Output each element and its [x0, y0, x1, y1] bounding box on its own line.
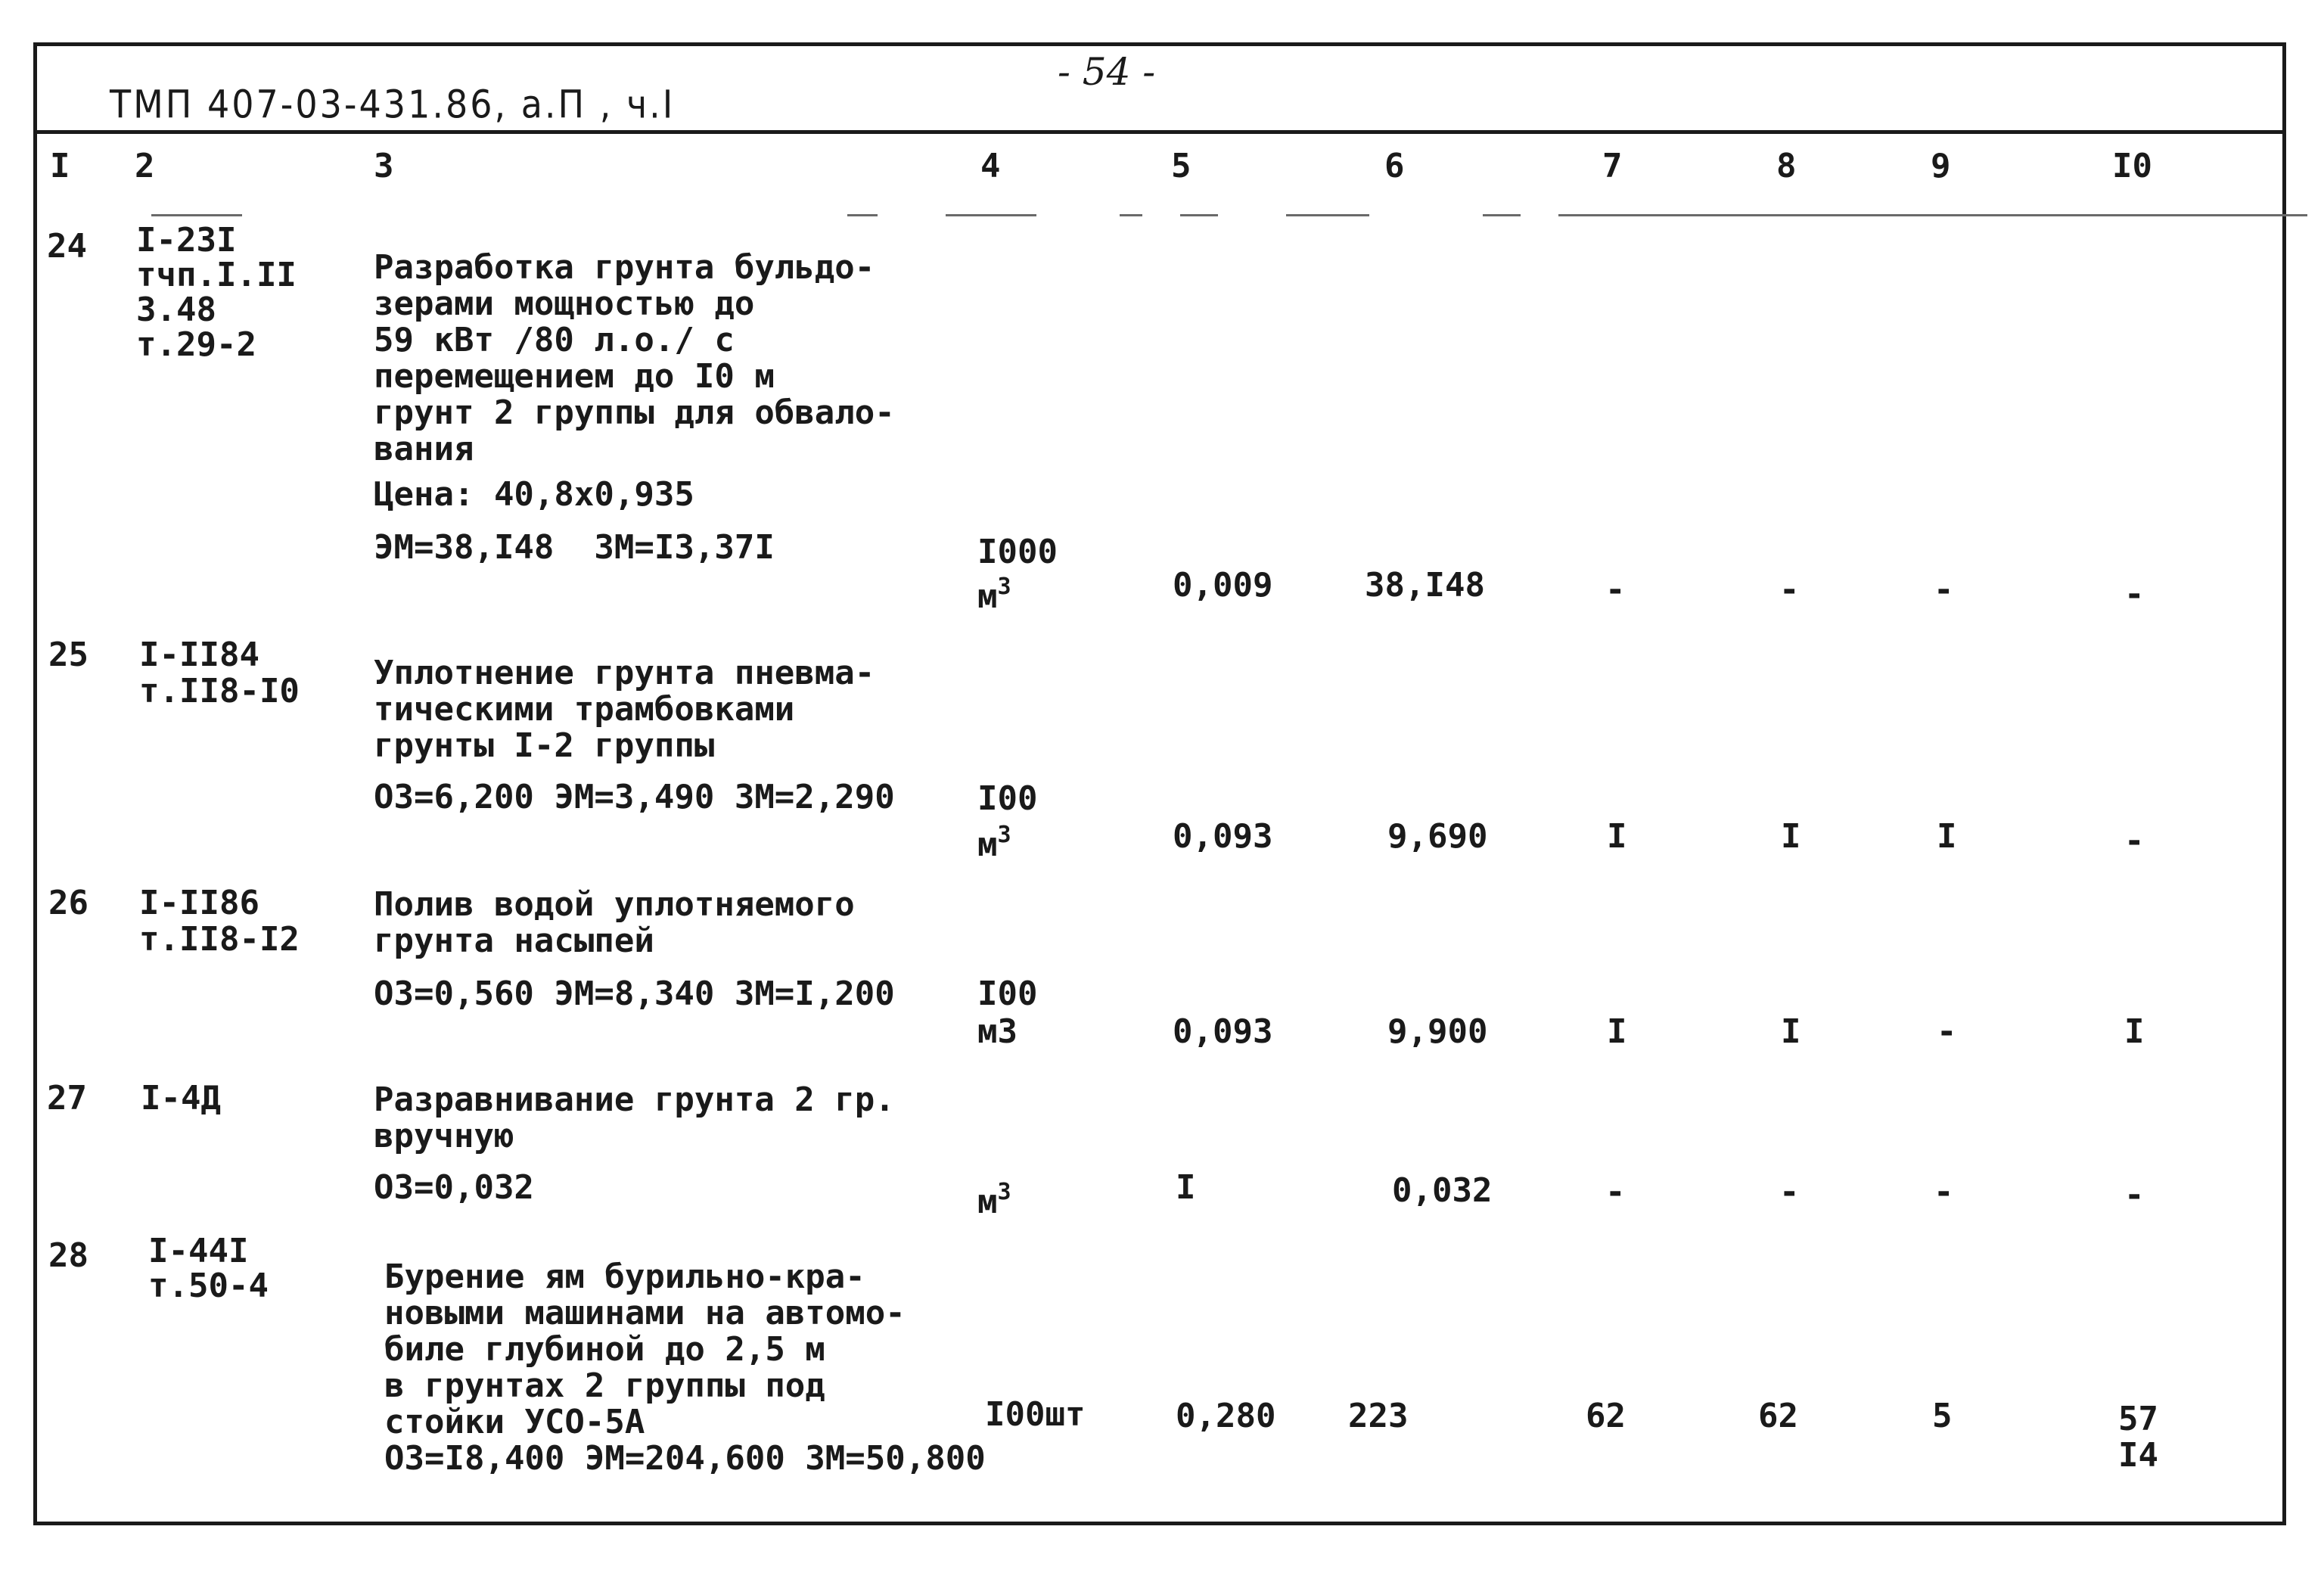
- row-value-col9: -: [1934, 1173, 1954, 1211]
- col-header-7: 7: [1602, 147, 1623, 185]
- row-value-col10: -: [2124, 1176, 2145, 1214]
- row-value-col6: 0,032: [1392, 1171, 1493, 1210]
- row-value-col7: 62: [1586, 1397, 1626, 1435]
- row-value-col7: -: [1605, 570, 1626, 609]
- col-header-9: 9: [1931, 147, 1951, 185]
- row-unit: I00шт: [985, 1395, 1086, 1434]
- col-header-10: I0: [2112, 147, 2152, 185]
- header-separator: [33, 130, 2286, 134]
- row-formula: ОЗ=6,200 ЭМ=3,490 ЗМ=2,290: [374, 778, 895, 816]
- row-description: Уплотнение грунта пневма-: [374, 654, 875, 692]
- row-description: грунты I-2 группы: [374, 726, 715, 765]
- row-formula: ОЗ=0,032: [374, 1168, 534, 1207]
- col-header-4: 4: [980, 147, 1001, 185]
- row-description: Разравнивание грунта 2 гр.: [374, 1080, 895, 1119]
- row-description: грунт 2 группы для обвало-: [374, 393, 895, 432]
- row-value-col8: -: [1779, 570, 1800, 609]
- page-frame: [33, 42, 2286, 1525]
- row-reference: I-23I: [136, 221, 237, 260]
- row-value-col8: -: [1779, 1173, 1800, 1211]
- row-description: Полив водой уплотняемого: [374, 885, 855, 924]
- row-unit-measure: $м^3$: [977, 1179, 1011, 1221]
- row-reference: 3.48: [136, 291, 216, 329]
- row-description: новыми машинами на автомо-: [384, 1294, 906, 1332]
- col-header-5: 5: [1171, 147, 1192, 185]
- row-description: биле глубиной до 2,5 м: [384, 1330, 825, 1369]
- row-value-col9: I: [1937, 817, 1957, 856]
- row-value-col6: 9,690: [1387, 817, 1488, 856]
- row-number: 26: [48, 884, 89, 922]
- col-header-3: 3: [374, 147, 394, 185]
- row-reference: т.50-4: [148, 1267, 269, 1305]
- row-description: Бурение ям бурильно-кра-: [384, 1257, 865, 1296]
- row-value-col10: -: [2124, 822, 2145, 860]
- row-reference: I-II84: [139, 636, 259, 674]
- col-header-1: I: [50, 147, 70, 185]
- row-reference: I-44I: [148, 1232, 249, 1270]
- row-reference: I-II86: [139, 884, 259, 922]
- row-number: 28: [48, 1236, 89, 1275]
- row-price: Цена: 40,8х0,935: [374, 475, 694, 514]
- row-value-col5: I: [1176, 1168, 1196, 1207]
- row-description: Разработка грунта бульдо-: [374, 248, 875, 287]
- row-value-col7: I: [1607, 817, 1627, 856]
- row-description: перемещением до I0 м: [374, 357, 775, 396]
- page-number: - 54 -: [1058, 50, 1156, 94]
- col-header-2: 2: [135, 147, 155, 185]
- document-code: ТМП 407-03-431.86, а.П , ч.I: [110, 82, 676, 127]
- row-value-col10: I: [2124, 1012, 2145, 1051]
- row-value-col8: I: [1781, 817, 1801, 856]
- row-unit: I000: [977, 533, 1058, 571]
- row-value-col5: 0,093: [1173, 817, 1273, 856]
- row-unit-measure: $м^3$: [977, 822, 1011, 864]
- row-reference: I-4Д: [141, 1079, 221, 1118]
- row-value-col10-line2: I4: [2118, 1436, 2158, 1475]
- row-reference: т.II8-I2: [139, 920, 300, 959]
- row-number: 27: [47, 1079, 87, 1118]
- row-reference: т.II8-I0: [139, 672, 300, 710]
- col-header-6: 6: [1384, 147, 1405, 185]
- row-value-col6: 9,900: [1387, 1012, 1488, 1051]
- row-formula: ЭМ=38,I48 ЗМ=I3,37I: [374, 528, 775, 567]
- row-value-col10: -: [2124, 575, 2145, 614]
- row-description: в грунтах 2 группы под: [384, 1366, 825, 1405]
- row-value-col7: -: [1605, 1173, 1626, 1211]
- row-value-col6: 223: [1348, 1397, 1409, 1435]
- row-value-col5: 0,280: [1176, 1397, 1276, 1435]
- row-reference: т.29-2: [136, 325, 256, 364]
- col-header-8: 8: [1776, 147, 1797, 185]
- row-description: стойки УСО-5А: [384, 1403, 645, 1441]
- row-value-col7: I: [1607, 1012, 1627, 1051]
- row-value-col6: 38,I48: [1365, 566, 1485, 605]
- row-unit: I00: [977, 975, 1038, 1013]
- row-value-col10: 57: [2118, 1400, 2158, 1438]
- row-value-col9: -: [1934, 570, 1954, 609]
- row-number: 24: [47, 227, 87, 266]
- row-value-col8: 62: [1758, 1397, 1798, 1435]
- row-formula: ОЗ=0,560 ЭМ=8,340 ЗМ=I,200: [374, 975, 895, 1013]
- row-description: тическими трамбовками: [374, 690, 795, 729]
- row-value-col8: I: [1781, 1012, 1801, 1051]
- row-formula: ОЗ=I8,400 ЭМ=204,600 ЗМ=50,800: [384, 1439, 986, 1478]
- row-reference: тчп.I.II: [136, 256, 297, 294]
- row-value-col5: 0,009: [1173, 566, 1273, 605]
- row-description: 59 кВт /80 л.о./ с: [374, 321, 735, 359]
- row-value-col5: 0,093: [1173, 1012, 1273, 1051]
- row-value-col9: -: [1937, 1012, 1957, 1051]
- header-dashed-rule: [0, 214, 2324, 217]
- row-description: грунта насыпей: [374, 922, 654, 960]
- row-description: вания: [374, 430, 474, 468]
- row-unit-measure: м3: [977, 1012, 1018, 1051]
- row-description: зерами мощностью до: [374, 284, 755, 323]
- row-number: 25: [48, 636, 89, 674]
- row-value-col9: 5: [1932, 1397, 1953, 1435]
- row-unit-measure: $м^3$: [977, 574, 1011, 616]
- row-description: вручную: [374, 1117, 514, 1155]
- row-unit: I00: [977, 779, 1038, 818]
